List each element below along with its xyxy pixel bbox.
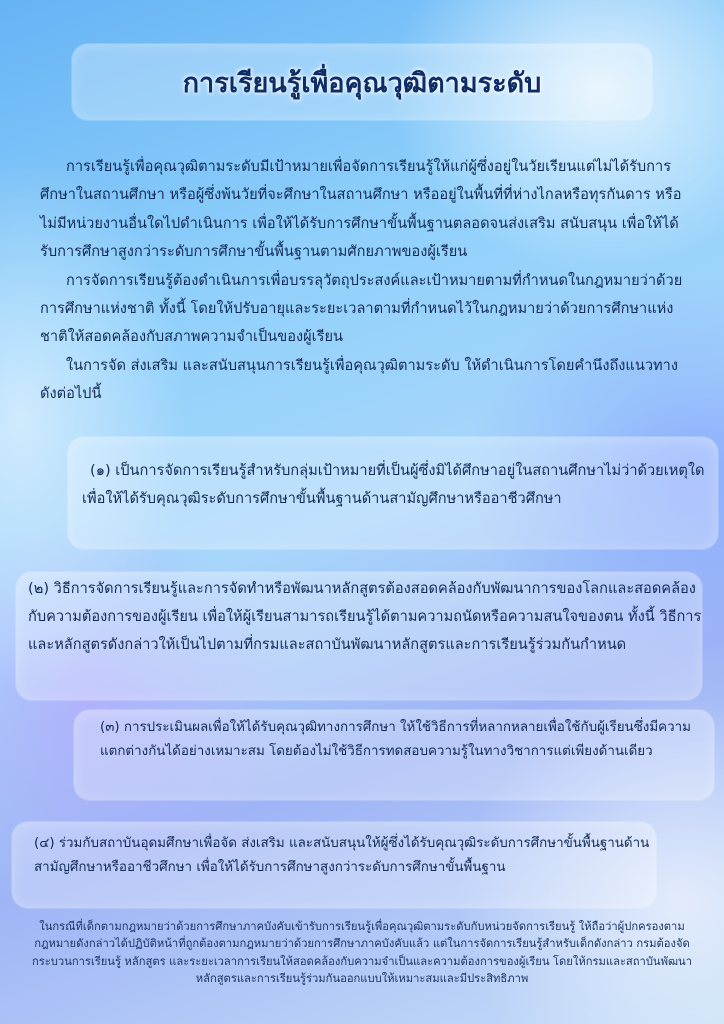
footnote (22, 918, 702, 988)
intro-section (40, 153, 690, 409)
intro-paragraph: การเรียนรู้เพื่อคุณวุฒิตามระดับมีเป้าหมายเพื่อจัดการเรียนรู้ให้แก่ผู้ซึ่งอยู่ในวัยเรียนแต่ไม่ได้รับการศึกษาในสถานศึกษา หรือผู้ซึ่งพ้นวัยที่จะศึกษาในสถานศึกษา หรืออยู่ในพื้นที่ที่ห่างไกลหรือทุรกันดาร หรือไม่มีหน่วยงานอื่นใดไปดำเนินการ เพื่อให้ได้รับการศึกษาขั้นพื้นฐานตลอดจนส่งเสริม สนับสนุน เพื่อให้ได้รับการศึกษาสูงกว่าระดับการศึกษาขั้นพื้นฐานตามศักยภาพของผู้เรียน (40, 158, 682, 261)
guideline-card-3 (74, 710, 714, 800)
guideline-text: (๓) การประเมินผลเพื่อให้ได้รับคุณวุฒิทางการศึกษา ให้ใช้วิธีการที่หลากหลายเพื่อใช้กับผู้เรียนซึ่งมีความแตกต่างกันได้อย่างเหมาะสม โดยต้องไม่ใช้วิธีการทดสอบความรู้ในทางวิชาการแต่เพียงด้านเดียว (100, 720, 691, 759)
guideline-text: (๔) ร่วมกับสถาบันอุดมศึกษาเพื่อจัด ส่งเสริม และสนับสนุนให้ผู้ซึ่งได้รับคุณวุฒิระดับการศึกษาขั้นพื้นฐานด้านสามัญศึกษาหรืออาชีวศึกษา เพื่อให้ได้รับการศึกษาสูงกว่าระดับการศึกษาขั้นพื้นฐาน (34, 836, 650, 875)
intro-paragraph: ในการจัด ส่งเสริม และสนับสนุนการเรียนรู้เพื่อคุณวุฒิตามระดับ ให้ดำเนินการโดยคำนึงถึงแนวทาง ดังต่อไปนี้ (40, 356, 678, 403)
title-panel (72, 44, 652, 120)
guideline-card-2 (16, 572, 702, 700)
page-title: การเรียนรู้เพื่อคุณวุฒิตามระดับ (182, 67, 542, 99)
footnote-text: ในกรณีที่เด็กตามกฎหมายว่าด้วยการศึกษาภาคบังคับเข้ารับการเรียนรู้เพื่อคุณวุฒิตามระดับกับหน่วยจัดการเรียนรู้ ให้ถือว่าผู้ปกครองตามกฎหมายดังกล่าวได้ปฏิบัติหน้าที่ถูกต้องตามกฎหมายว่าด้วยการศึกษาภาคบังคับแล้ว แต่ในการจัดการเรียนรู้สำหรับเด็กดังกล่าว กรมต้องจัดกระบวนการเรียนรู้ หลักสูตร และระยะเวลาการเรียนให้สอดคล้องกับความจำเป็นและความต้องการของผู้เรียน โดยให้กรมและสถาบันพัฒนาหลักสูตรและการเรียนรู้ร่วมกันออกแบบให้เหมาะสมและมีประสิทธิภาพ (32, 920, 692, 986)
guideline-text: (๑) เป็นการจัดการเรียนรู้สำหรับกลุ่มเป้าหมายที่เป็นผู้ซึ่งมิได้ศึกษาอยู่ในสถานศึกษาไม่ว่าด้วยเหตุใด เพื่อให้ได้รับคุณวุฒิระดับการศึกษาขั้นพื้นฐานด้านสามัญศึกษาหรืออาชีวศึกษา (82, 462, 705, 507)
guideline-card-1 (68, 437, 718, 549)
intro-paragraph: การจัดการเรียนรู้ต้องดำเนินการเพื่อบรรลุวัตถุประสงค์และเป้าหมายตามที่กำหนดในกฎหมายว่าด้วยการศึกษาแห่งชาติ ทั้งนี้ โดยให้ปรับอายุและระยะเวลาตามที่กำหนดไว้ในกฎหมายว่าด้วยการศึกษาแห่งชาติให้สอดคล้องกับสภาพความจำเป็นของผู้เรียน (40, 271, 683, 346)
guideline-text: (๒) วิธีการจัดการเรียนรู้และการจัดทำหรือพัฒนาหลักสูตรต้องสอดคล้องกับพัฒนาการของโลกและสอดคล้องกับความต้องการของผู้เรียน เพื่อให้ผู้เรียนสามารถเรียนรู้ได้ตามความถนัดหรือความสนใจของตน ทั้งนี้ วิธีการและหลักสูตรดังกล่าวให้เป็นไปตามที่กรมและสถาบันพัฒนาหลักสูตรและการเรียนรู้ร่วมกันกำหนด (28, 580, 702, 653)
guideline-card-4 (12, 822, 656, 908)
